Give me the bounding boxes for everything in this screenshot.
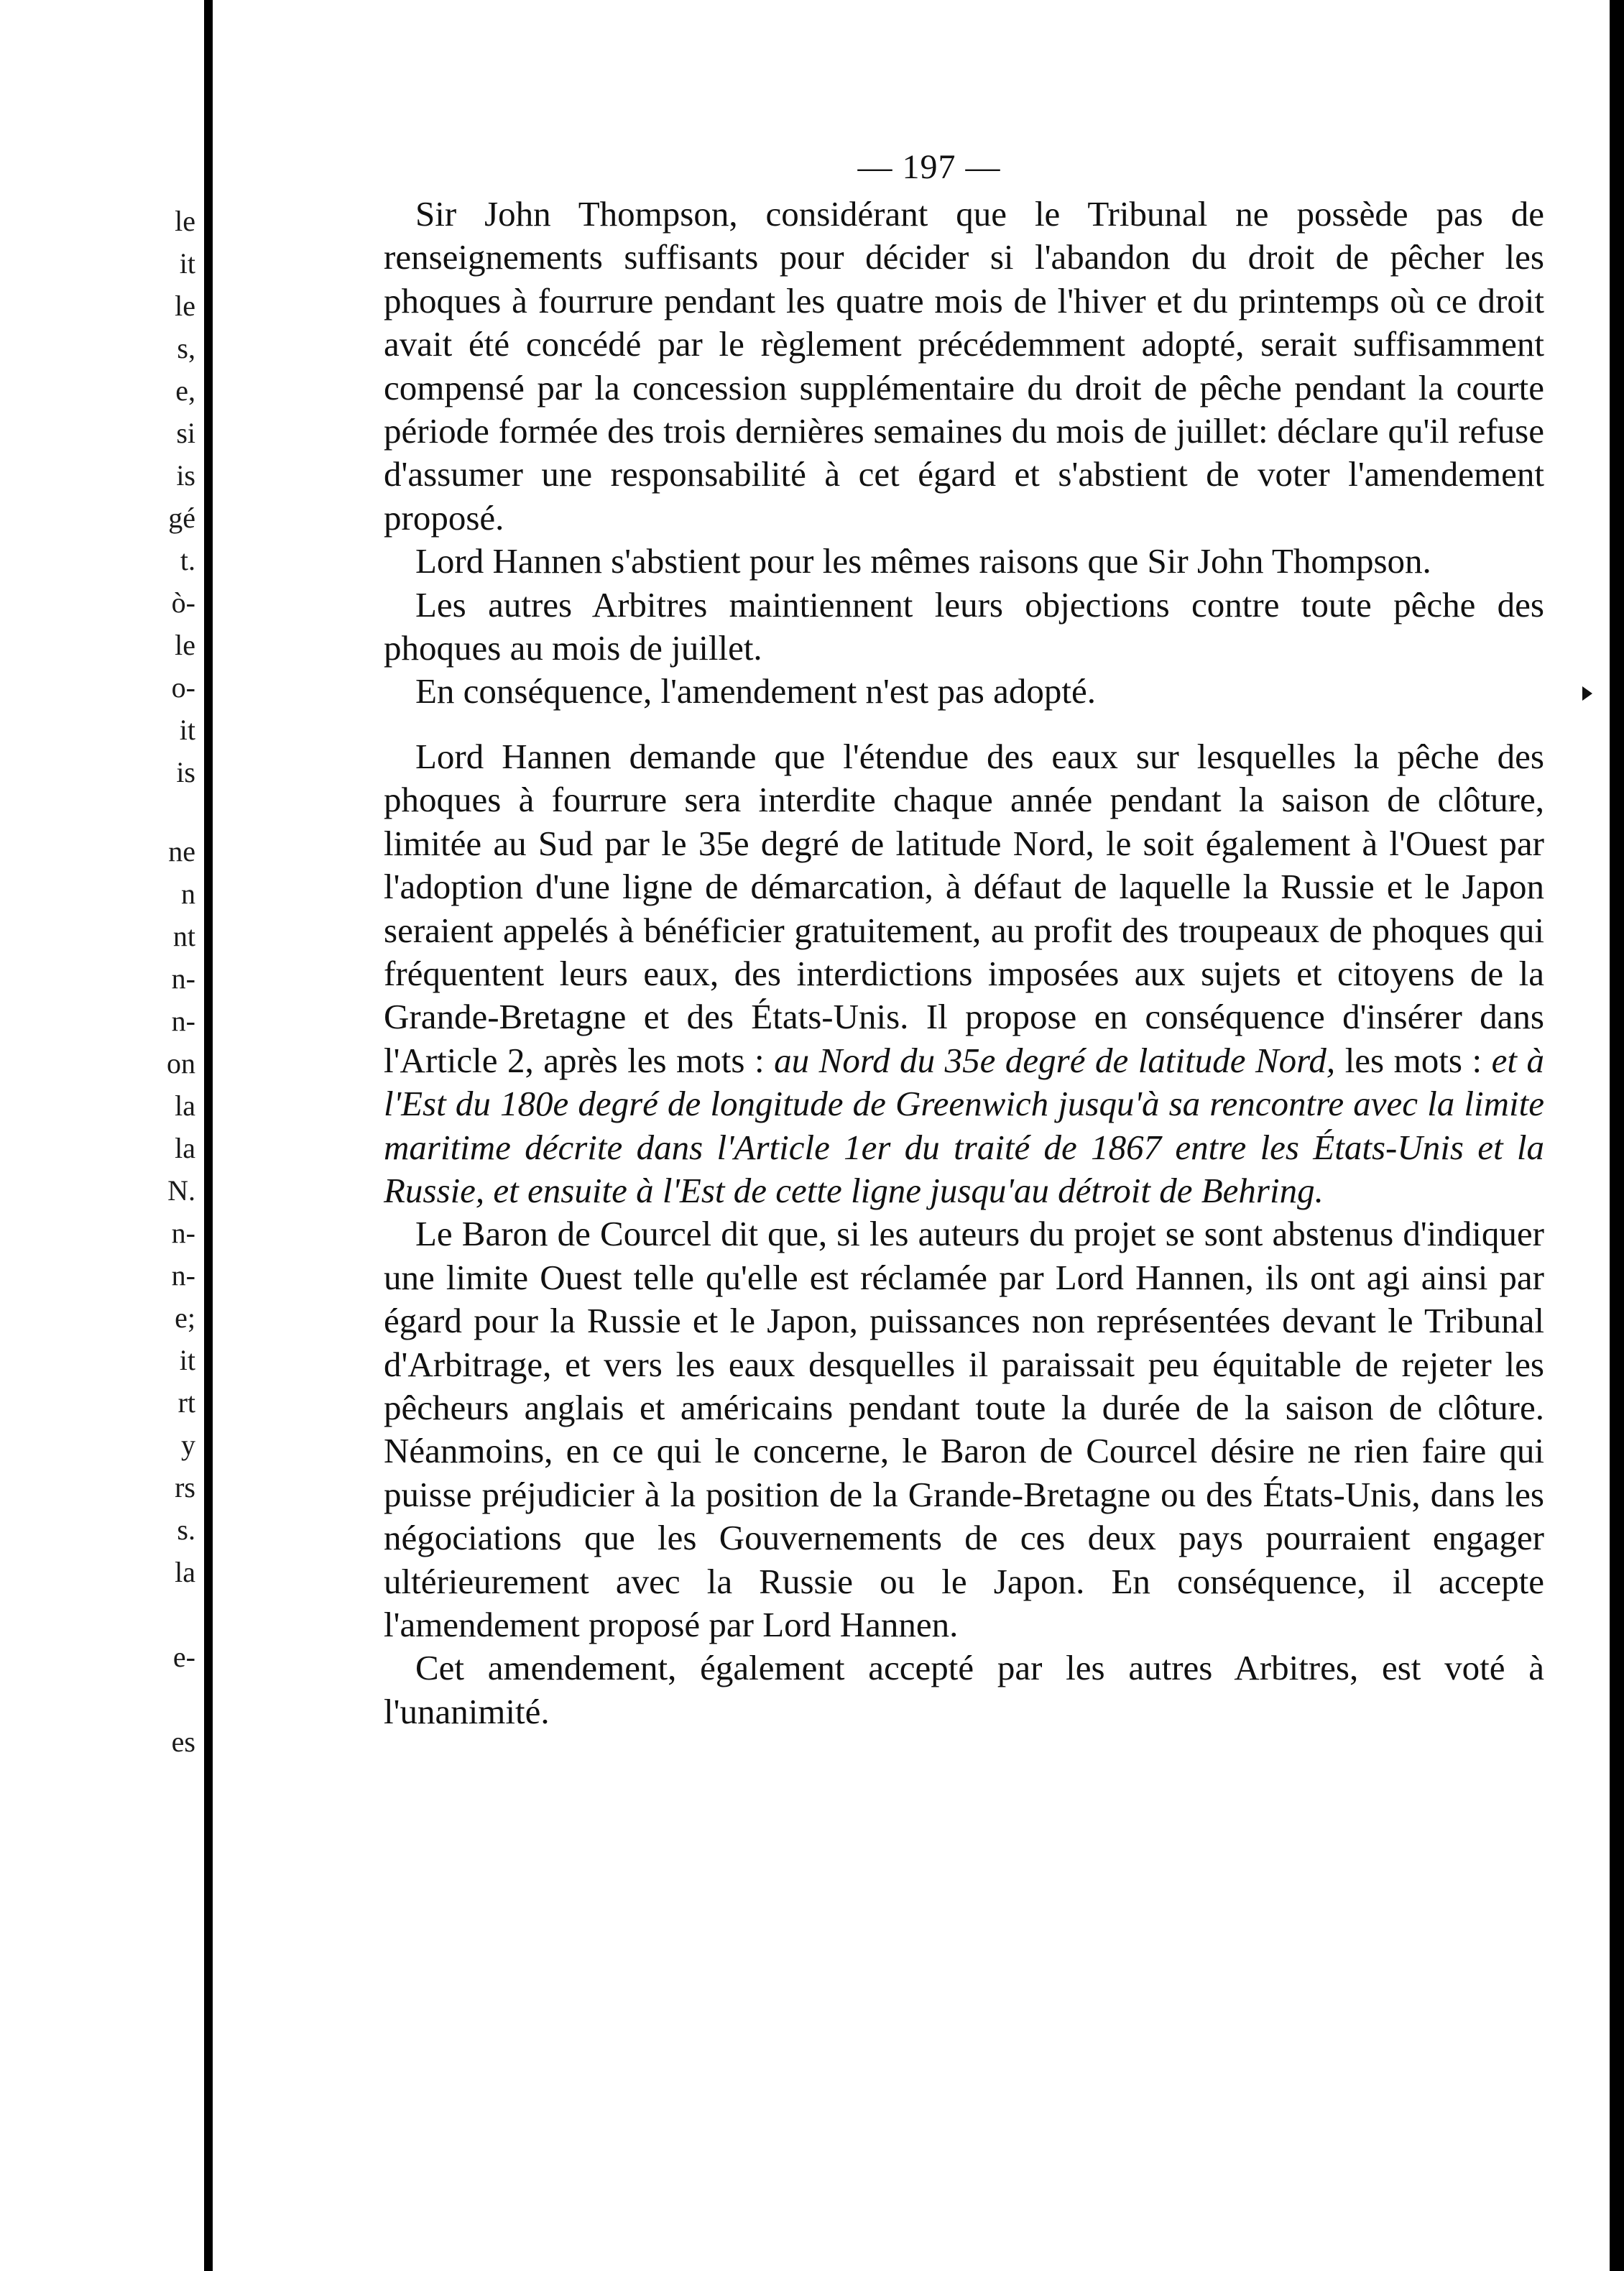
- adjacent-page-fragment: [0, 0, 204, 2271]
- margin-fragment: s,: [177, 332, 195, 364]
- margin-fragment: rs: [175, 1471, 195, 1503]
- scan-edge-mark: [1582, 686, 1592, 701]
- margin-fragment: le: [175, 629, 195, 661]
- paragraph-thompson: Sir John Thompson, considérant que le Tribunal ne possède pas de renseignements suffisants pour décider si l'abandon du droit de pêcher les phoques à fourrure pendant les quatre mois de l'hiver et du printemps où ce droit avait été concédé par le règlement précédemment adopté, serait suffisamment compensé par la concession supplémentaire du droit de pêche pendant la courte période formée des trois dernières semaines du mois de juillet: déclare qu'il refuse d'assumer une responsabilité à cet égard et s'abstient de voter l'amendement proposé.: [384, 194, 1544, 538]
- paragraph-unanimous: Cet amendement, également accepté par les autres Arbitres, est voté à l'unanimité.: [384, 1648, 1544, 1731]
- amendment-text: Lord Hannen demande que l'étendue des eaux sur lesquelles la pêche des phoques à fourrure sera interdite chaque année pendant la saison de clôture, limitée au Sud par le 35e degré de latitude Nord, le soit également à l'Ouest par l'adoption d'une ligne de démarcation, à défaut de laquelle la Russie et le Japon seraient appelés à bénéficier gratuitement, au profit des troupeaux de phoques qui fréquentent leurs eaux, des interdictions imposées aux sujets et citoyens de la Grande-Bretagne et des États-Unis. Il propose en conséquence d'insérer dans l'Article 2, après les mots :: [384, 736, 1544, 1080]
- margin-fragment: nt: [172, 920, 195, 952]
- margin-fragment: es: [171, 1726, 195, 1758]
- margin-fragment: ò-: [171, 586, 195, 619]
- margin-fragment: la: [175, 1090, 195, 1122]
- margin-fragment: o-: [171, 671, 195, 704]
- page-number: — 197 —: [857, 148, 1001, 186]
- margin-fragment: n-: [171, 962, 195, 995]
- paragraph-hannen-abstains: Lord Hannen s'abstient pour les mêmes raisons que Sir John Thompson.: [415, 541, 1431, 581]
- margin-fragment: e,: [175, 374, 195, 407]
- margin-fragment: N.: [167, 1174, 195, 1207]
- margin-fragment: ne: [168, 835, 195, 867]
- margin-fragment: it: [179, 714, 195, 746]
- margin-fragment: n-: [171, 1217, 195, 1249]
- margin-fragment: n-: [171, 1259, 195, 1291]
- paragraph-hannen-amendment: [384, 735, 1544, 1212]
- amendment-quote: et à l'Est du 180e degré de longitude de Greenwich jusqu'à sa rencontre avec la limite maritime décrite dans l'Article 1er du traité de 1867 entre les États-Unis et la Russie, et ensuite à l'Est de cette ligne jusqu'au détroit de Behring.: [384, 1040, 1544, 1210]
- margin-fragment: la: [175, 1132, 195, 1164]
- margin-fragment: it: [179, 1344, 195, 1376]
- amendment-text: les mots :: [1344, 1040, 1482, 1080]
- paragraph-not-adopted: En conséquence, l'amendement n'est pas adopté.: [415, 671, 1096, 711]
- margin-fragment: le: [175, 290, 195, 322]
- margin-fragment: e;: [175, 1302, 195, 1334]
- paragraph-other-arbiters: Les autres Arbitres maintiennent leurs objections contre toute pêche des phoques au mois de juillet.: [384, 584, 1544, 668]
- margin-fragment: s.: [177, 1514, 195, 1546]
- margin-fragment: si: [176, 417, 195, 449]
- margin-fragment: y: [181, 1429, 195, 1461]
- margin-fragment: gé: [168, 502, 195, 534]
- margin-fragment: is: [176, 459, 195, 492]
- margin-fragment: on: [167, 1047, 195, 1079]
- book-page: [213, 0, 1610, 2271]
- amendment-quote: au Nord du 35e degré de latitude Nord,: [774, 1040, 1336, 1080]
- margin-fragment: la: [175, 1556, 195, 1588]
- margin-fragment: e-: [172, 1641, 195, 1673]
- margin-fragment: rt: [177, 1386, 195, 1419]
- margin-fragment: n-: [171, 1005, 195, 1037]
- margin-fragment: le: [175, 205, 195, 237]
- margin-fragment: it: [179, 247, 195, 280]
- margin-fragment: is: [176, 756, 195, 788]
- body-text: [384, 193, 1544, 1733]
- margin-fragment: n: [181, 877, 195, 910]
- paragraph-courcel: Le Baron de Courcel dit que, si les auteurs du projet se sont abstenus d'indiquer une limite Ouest telle qu'elle est réclamée par Lord Hannen, ils ont agi ainsi par égard pour la Russie et le Japon, puissances non représentées devant le Tribunal d'Arbitrage, et vers les eaux desquelles il paraissait peu équitable de rejeter les pêcheurs anglais et américains pendant toute la durée de la saison de clôture. Néanmoins, en ce qui le concerne, le Baron de Courcel désire ne rien faire qui puisse préjudicier à la position de la Grande-Bretagne ou des États-Unis, dans les négociations que les Gouvernements de ces deux pays pourraient engager ultérieurement avec la Russie ou le Japon. En conséquence, il accepte l'amendement proposé par Lord Hannen.: [384, 1214, 1544, 1644]
- paragraph-gap: [384, 714, 1544, 735]
- margin-fragment: t.: [180, 544, 195, 576]
